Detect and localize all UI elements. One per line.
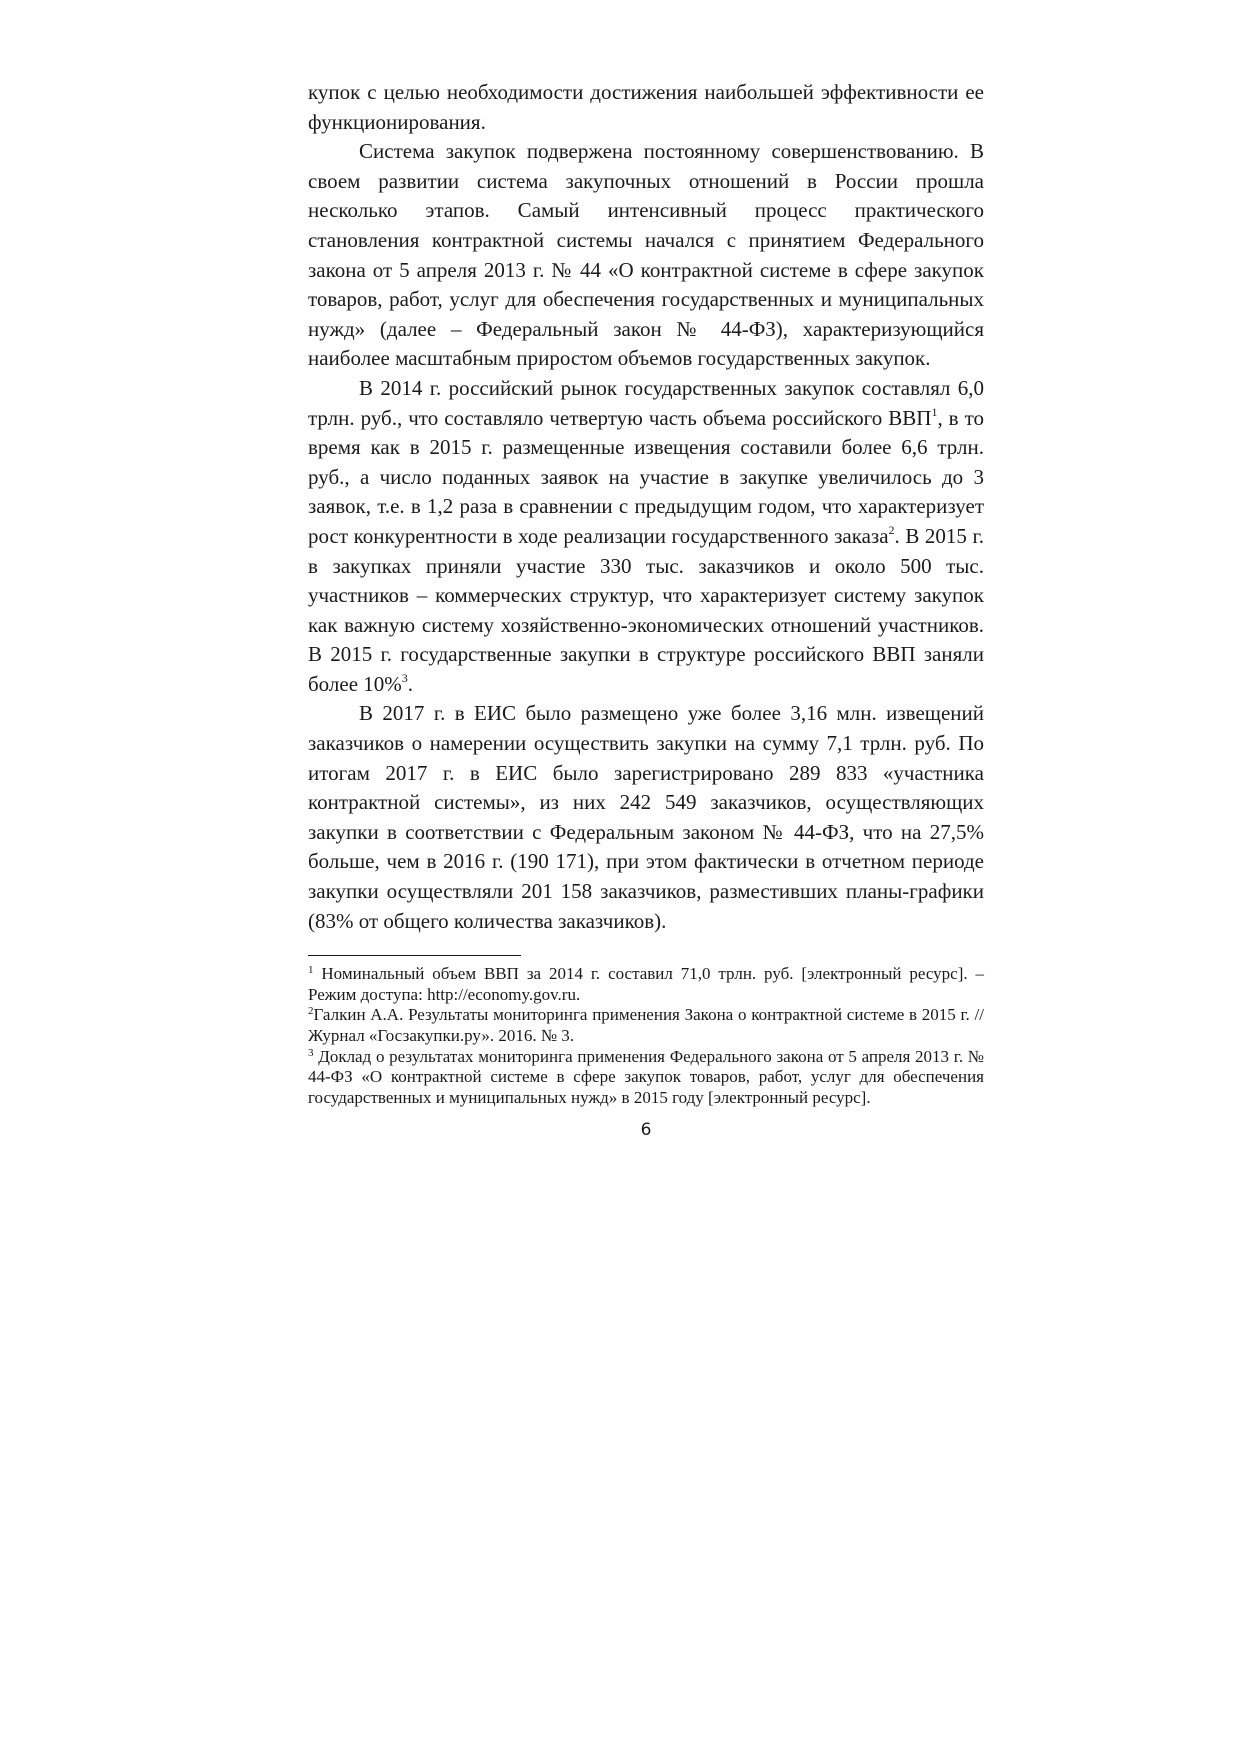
footnote-mark: 1 <box>308 964 314 977</box>
footnote-3 <box>308 1047 984 1109</box>
footnote-text: Доклад о результатах мониторинга применения Федерального закона от 5 апреля 2013 г. № 44-ФЗ «О контрактной системе в сфере закупок товаров, работ, услуг для обеспечения государственных и муниципальных нужд» в 2015 году [электронный ресурс]. <box>308 1046 985 1107</box>
paragraph-eis-2017: В 2017 г. в ЕИС было размещено уже более 3,16 млн. извещений заказчиков о намерении осуществить закупки на сумму 7,1 трлн. руб. По итогам 2017 г. в ЕИС было зарегистрировано 289 833 «участника контрактной системы», из них 242 549 заказчиков, осуществляющих закупки в соответствии с Федеральным законом № 44-ФЗ, что на 27,5% больше, чем в 2016 г. (190 171), при этом фактически в отчетном периоде закупки осуществляли 201 158 заказчиков, разместивших планы-графики (83% от общего количества заказчиков). <box>308 701 984 933</box>
document-page <box>308 78 984 1140</box>
footnote-mark: 2 <box>308 1005 314 1018</box>
footnote-text: Галкин А.А. Результаты мониторинга применения Закона о контрактной системе в 2015 г. // Журнал «Госзакупки.ру». 2016. № 3. <box>308 1005 984 1045</box>
footnote-ref-1[interactable]: 1 <box>931 404 938 419</box>
footnote-text: Номинальный объем ВВП за 2014 г. составил 71,0 трлн. руб. [электронный ресурс]. – Режим доступа: http://economy.gov.ru. <box>308 964 985 1004</box>
footnote-1 <box>308 964 984 1005</box>
paragraph-text: . <box>407 671 414 696</box>
page-number: 6 <box>640 1120 652 1141</box>
paragraph-procurement-system: Система закупок подвержена постоянному совершенствованию. В своем развитии система закупочных отношений в России прошла несколько этапов. Самый интенсивный процесс практического становления контрактной системы начался с принятием Федерального закона от 5 апреля 2013 г. № 44 «О контрактной системе в сфере закупок товаров, работ, услуг для обеспечения государственных и муниципальных нужд» (далее – Федеральный закон № 44-ФЗ), характеризующийся наиболее масштабным приростом объемов государственных закупок. <box>308 139 984 371</box>
paragraph-text: В 2014 г. российский рынок государственных закупок составлял 6,0 трлн. руб., что составляло четвертую часть объема российского ВВП <box>308 375 984 430</box>
paragraph-text: . В 2015 г. в закупках приняли участие 330 тыс. заказчиков и около 500 тыс. участников – коммерческих структур, что характеризует систему закупок как важную систему хозяйственно-экономических отношений участников. В 2015 г. государственные закупки в структуре российского ВВП заняли более 10% <box>308 523 984 696</box>
footnote-ref-3[interactable]: 3 <box>401 670 408 685</box>
footnote-2 <box>308 1005 984 1046</box>
footnote-ref-2[interactable]: 2 <box>888 522 895 537</box>
paragraph-market-2014-2015 <box>308 374 984 700</box>
footnote-mark: 3 <box>308 1046 314 1059</box>
paragraph-text: , в то время как в 2015 г. размещенные извещения составили более 6,6 трлн. руб., а число поданных заявок на участие в закупке увеличилось до 3 заявок, т.е. в 1,2 раза в сравнении с предыдущим годом, что характеризует рост конкурентности в ходе реализации государственного заказа <box>308 405 984 548</box>
paragraph-continuation: купок с целью необходимости достижения наибольшей эффективности ее функционирования. <box>308 80 984 134</box>
footnote-divider <box>308 955 521 956</box>
footnotes <box>308 955 984 1108</box>
